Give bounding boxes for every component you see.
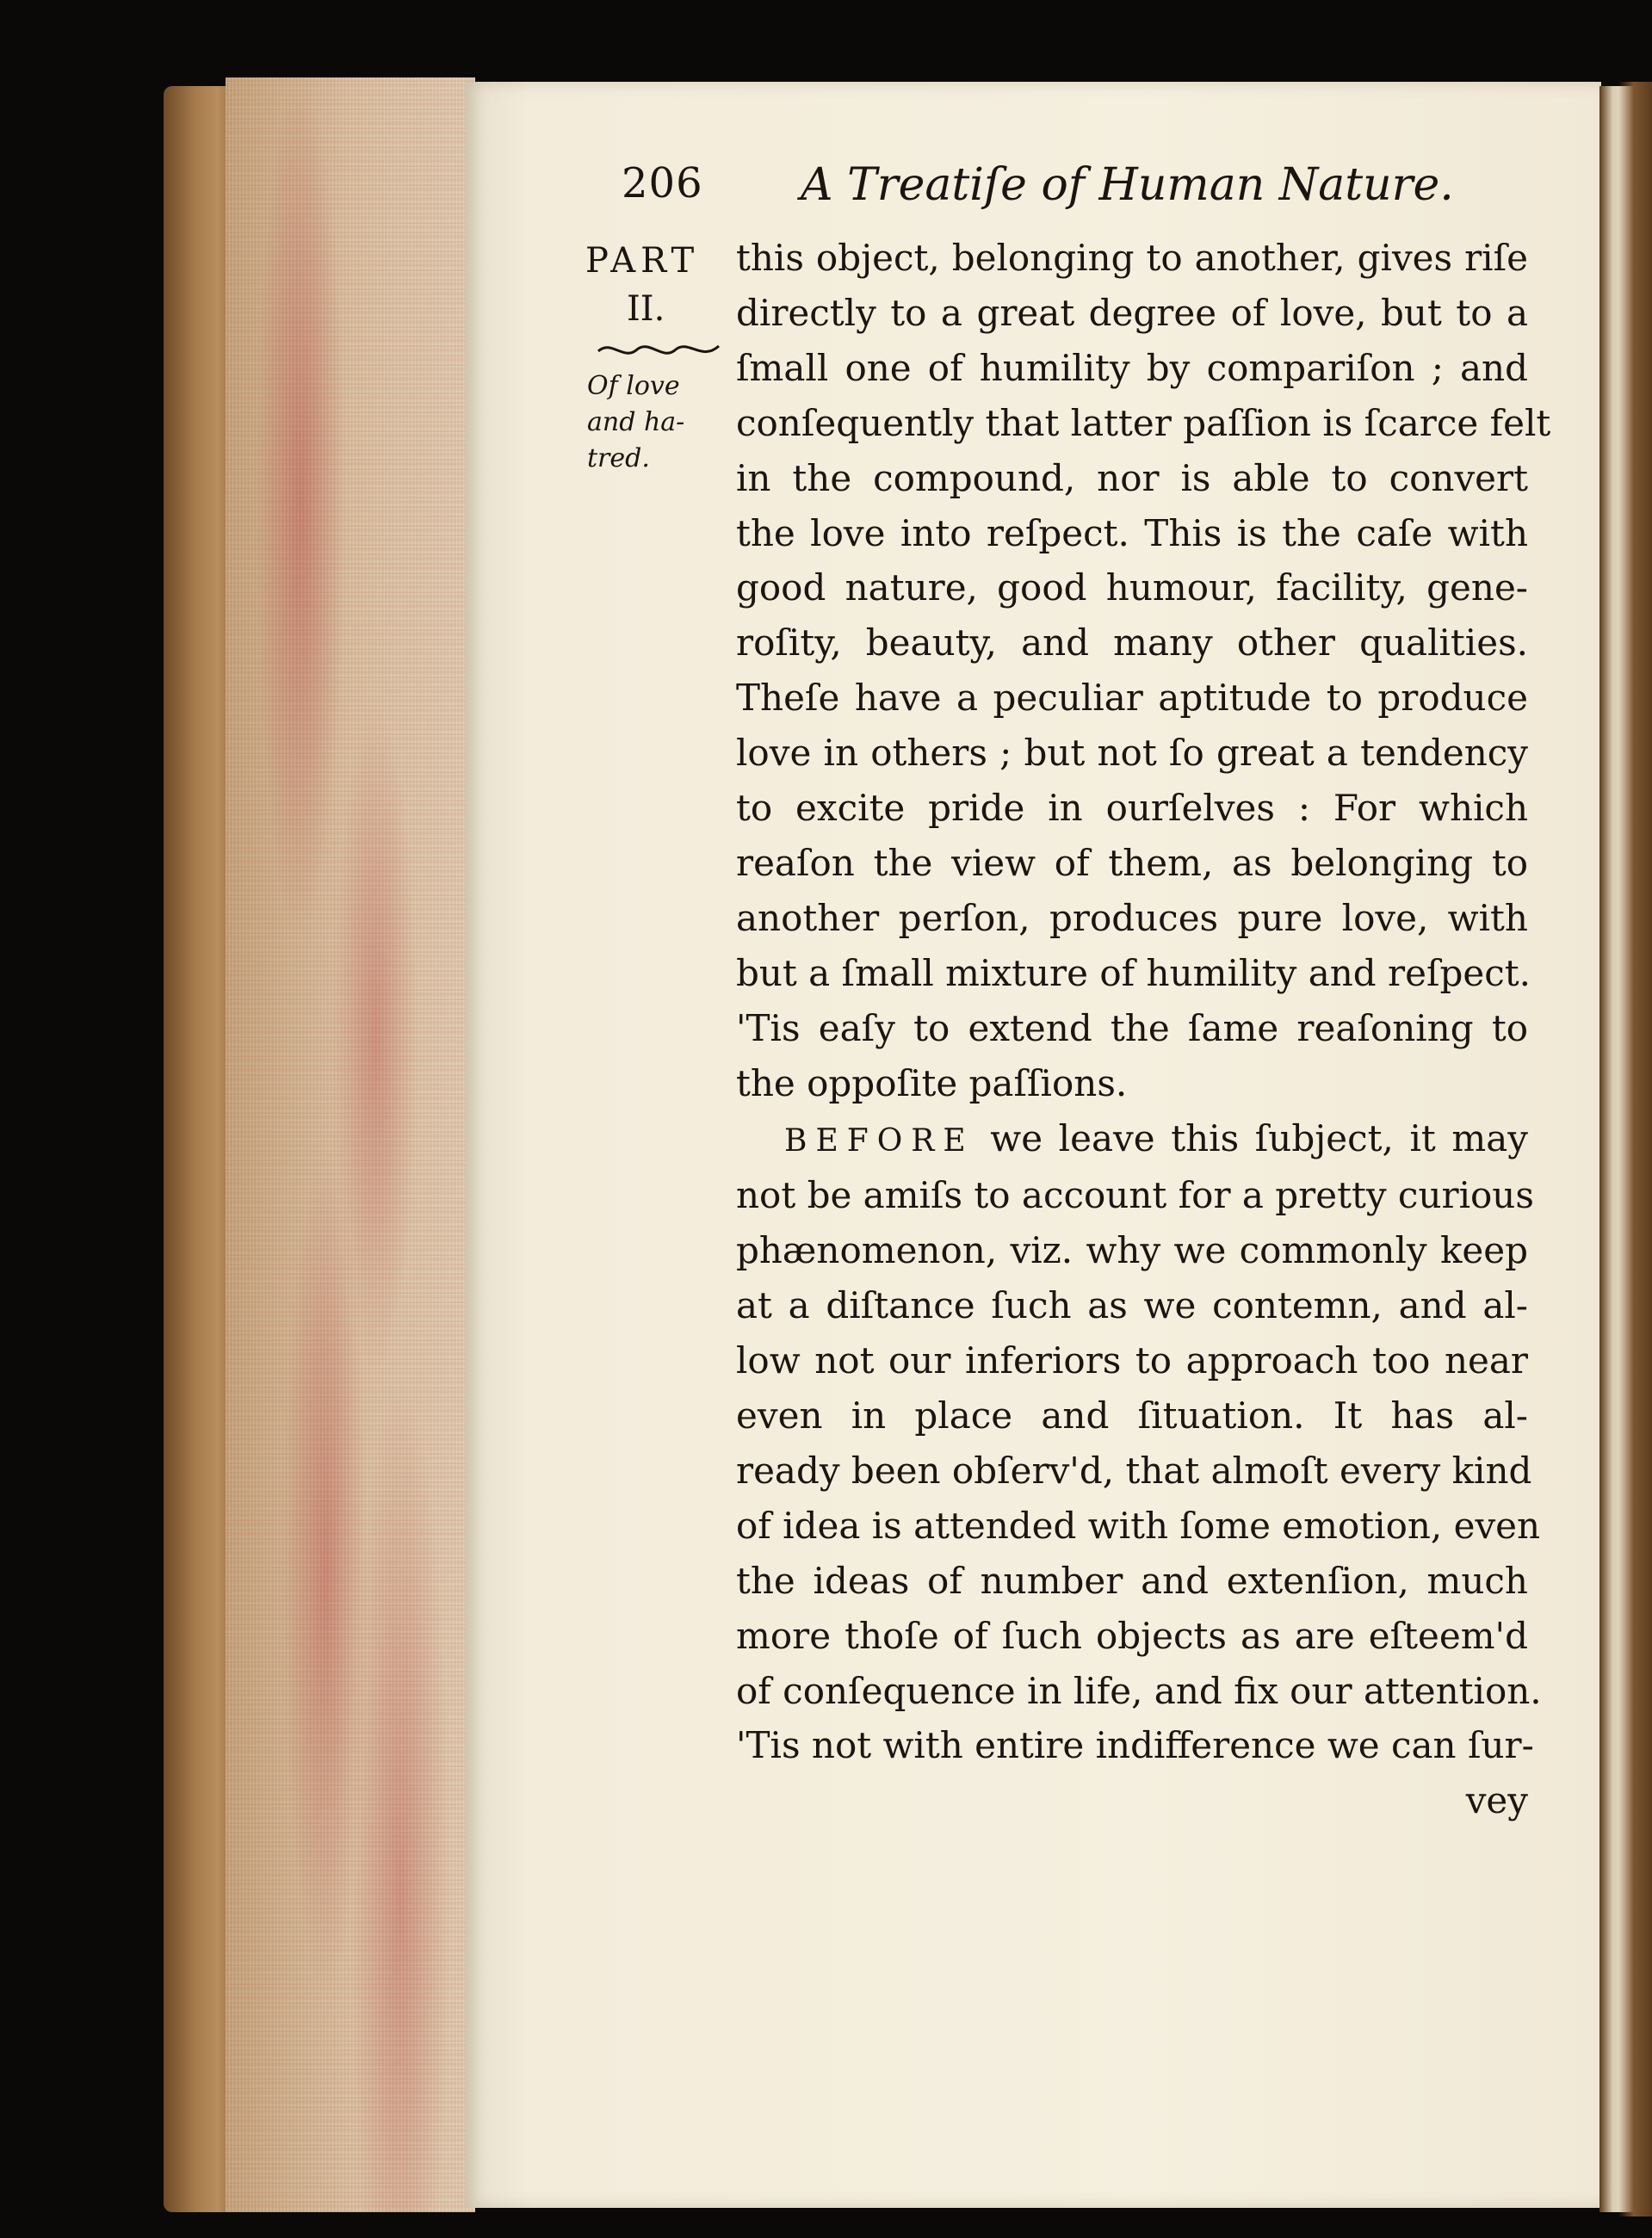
- book-cover-right: [1618, 82, 1652, 2216]
- text-line: ſmall one of humility by compariſon ; and: [736, 346, 1528, 389]
- text-line: to excite pride in ourſelves : For which: [736, 787, 1528, 830]
- text-line: roſity, beauty, and many other qualities.: [736, 621, 1528, 665]
- body-text: [736, 231, 1551, 1828]
- margin-note: [587, 368, 708, 477]
- text-line: low not our inferiors to approach too near: [736, 1339, 1528, 1382]
- margin-part-label: PART: [585, 241, 700, 281]
- text-line: the oppoſite paſſions.: [736, 1061, 1128, 1104]
- text-line: 'Tis not with entire indifference we can ſur-: [736, 1724, 1534, 1767]
- margin-note-line: Of love: [587, 371, 680, 401]
- text-line: love in others ; but not ſo great a tendency: [736, 732, 1528, 775]
- page-number: 206: [622, 159, 703, 207]
- text-line: of conſequence in life, and fix our attention.: [736, 1669, 1542, 1712]
- opening-line-rest: we leave this ſubject, it may: [990, 1116, 1528, 1159]
- margin-note-line: and ha-: [587, 407, 685, 437]
- text-line: in the compound, nor is able to convert: [736, 456, 1528, 499]
- text-line: but a ſmall mixture of humility and reſpect.: [736, 951, 1531, 994]
- paragraph-opening-line: [736, 1111, 1528, 1169]
- text-line: 'Tis eaſy to extend the ſame reaſoning to: [736, 1006, 1528, 1049]
- text-line: at a diſtance ſuch as we contemn, and al-: [736, 1284, 1528, 1327]
- text-line: reaſon the view of them, as belonging to: [736, 841, 1528, 884]
- catchword: vey: [1465, 1779, 1528, 1822]
- text-line: not be amiſs to account for a pretty curious: [736, 1174, 1534, 1217]
- text-line: another perſon, produces pure love, with: [736, 896, 1528, 939]
- text-line: even in place and ſituation. It has al-: [736, 1394, 1528, 1437]
- text-line: the ideas of number and extenſion, much: [736, 1559, 1528, 1602]
- text-line: directly to a great degree of love, but to a: [736, 291, 1528, 334]
- running-title: A Treatiſe of Human Nature.: [801, 159, 1454, 211]
- text-line: this object, belonging to another, gives riſe: [736, 237, 1528, 279]
- text-line: more thoſe of ſuch objects as are eſteem'd: [736, 1614, 1528, 1657]
- page-block-edges: [226, 77, 475, 2212]
- small-caps-word: BEFORE: [784, 1122, 974, 1159]
- margin-ornament-icon: [594, 336, 723, 362]
- text-line: conſequently that latter paſſion is ſcarce felt: [736, 401, 1551, 444]
- text-line: good nature, good humour, facility, gene-: [736, 566, 1528, 609]
- margin-note-line: tred.: [587, 443, 650, 473]
- text-line: Theſe have a peculiar aptitude to produce: [736, 677, 1528, 720]
- margin-part-number: II.: [627, 289, 665, 329]
- text-line: phænomenon, viz. why we commonly keep: [736, 1229, 1528, 1272]
- text-line: ready been obſerv'd, that almoſt every kind: [736, 1449, 1532, 1492]
- text-line: of idea is attended with ſome emotion, even: [736, 1504, 1541, 1547]
- text-line: the love into reſpect. This is the caſe with: [736, 511, 1528, 554]
